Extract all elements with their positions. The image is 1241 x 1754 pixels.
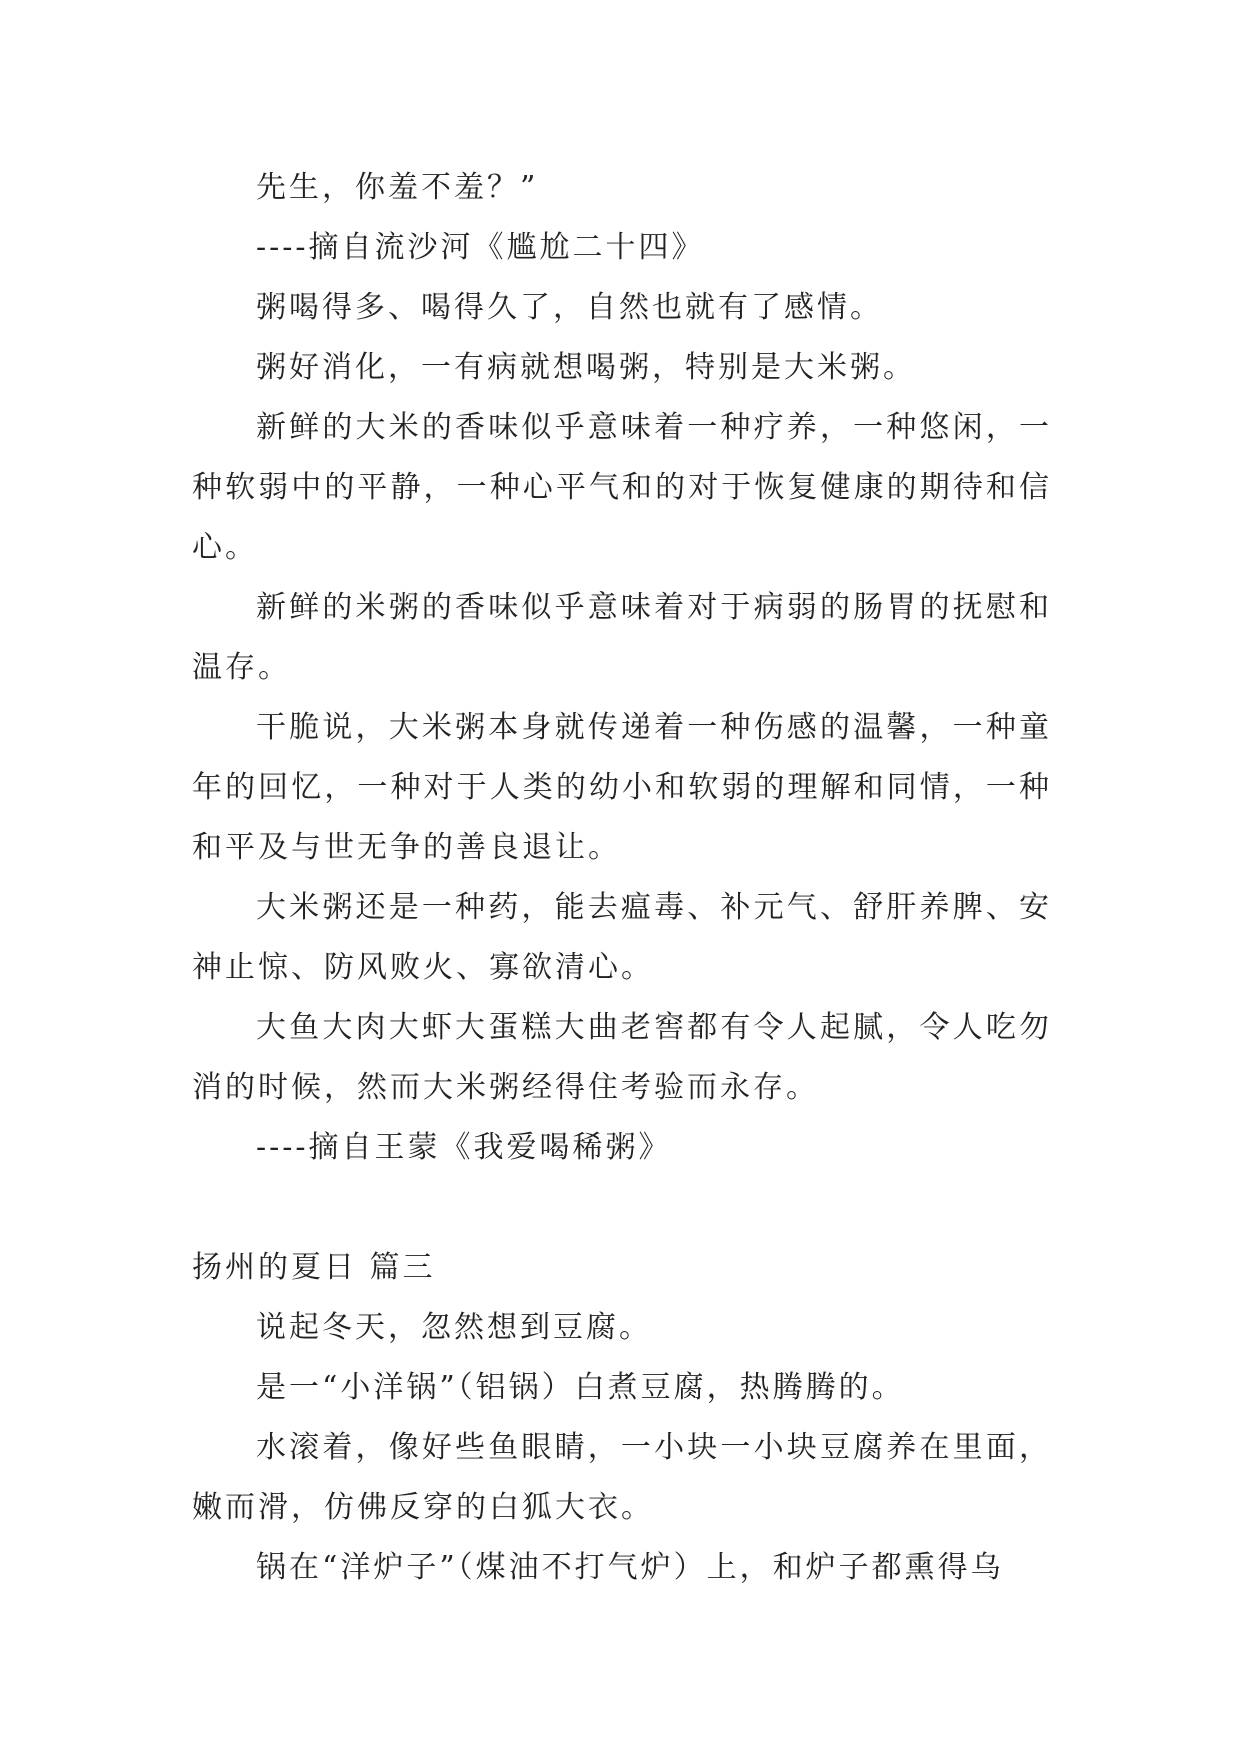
paragraph: 说起冬天，忽然想到豆腐。 bbox=[256, 1310, 652, 1345]
document-body bbox=[192, 158, 1052, 1598]
paragraph: 先生，你羞不羞？” bbox=[256, 170, 539, 205]
section-gap bbox=[192, 1178, 1052, 1238]
source-attribution: ----摘自流沙河《尴尬二十四》 bbox=[256, 230, 705, 265]
section-title: 扬州的夏日 篇三 bbox=[192, 1250, 436, 1285]
paragraph: 新鲜的米粥的香味似乎意味着对于病弱的肠胃的抚慰和温存。 bbox=[192, 590, 1052, 685]
paragraph: 锅在“洋炉子”（煤油不打气炉）上，和炉子都熏得乌 bbox=[256, 1550, 1004, 1585]
paragraph: 粥好消化，一有病就想喝粥，特别是大米粥。 bbox=[256, 350, 916, 385]
paragraph: 大鱼大肉大虾大蛋糕大曲老窖都有令人起腻，令人吃勿消的时候，然而大米粥经得住考验而永存。 bbox=[192, 1010, 1052, 1105]
paragraph: 干脆说，大米粥本身就传递着一种伤感的温馨，一种童年的回忆，一种对于人类的幼小和软弱的理解和同情，一种和平及与世无争的善良退让。 bbox=[192, 710, 1052, 865]
source-attribution: ----摘自王蒙《我爱喝稀粥》 bbox=[256, 1130, 672, 1165]
paragraph: 新鲜的大米的香味似乎意味着一种疗养，一种悠闲，一种软弱中的平静，一种心平气和的对于恢复健康的期待和信心。 bbox=[192, 410, 1052, 565]
paragraph: 是一“小洋锅”（铝锅）白煮豆腐，热腾腾的。 bbox=[256, 1370, 905, 1405]
paragraph: 大米粥还是一种药，能去瘟毒、补元气、舒肝养脾、安神止惊、防风败火、寡欲清心。 bbox=[192, 890, 1052, 985]
paragraph: 粥喝得多、喝得久了，自然也就有了感情。 bbox=[256, 290, 883, 325]
paragraph: 水滚着，像好些鱼眼睛，一小块一小块豆腐养在里面，嫩而滑，仿佛反穿的白狐大衣。 bbox=[192, 1430, 1052, 1525]
